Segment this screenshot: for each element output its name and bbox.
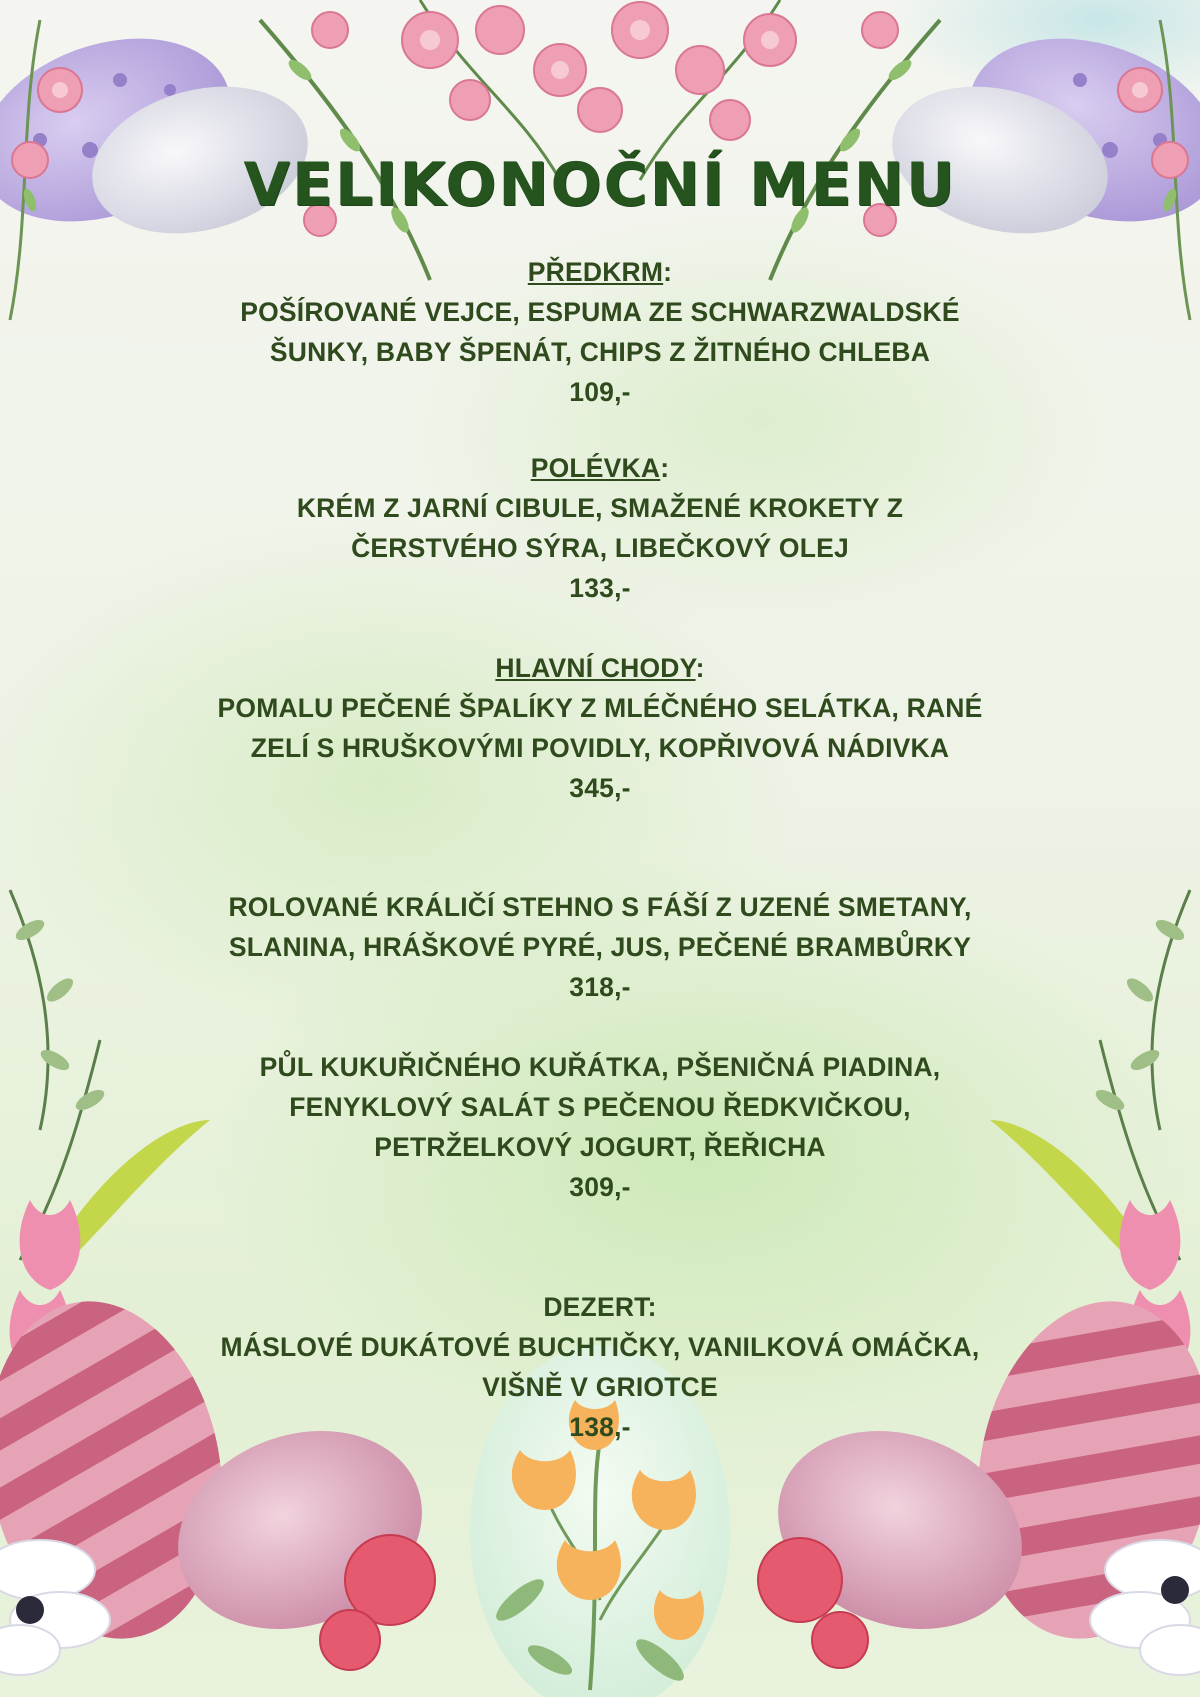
section-dezert [120,1287,1080,1447]
dish-line: KRÉM Z JARNÍ CIBULE, SMAŽENÉ KROKETY Z [296,493,904,523]
section-heading: PŘEDKRM: [527,257,673,287]
page-title: VELIKONOČNÍ MENU [243,150,957,220]
dish-line: POŠÍROVANÉ VEJCE, ESPUMA ZE SCHWARZWALDSKÉ [240,297,960,327]
section-heading: HLAVNÍ CHODY: [495,653,705,683]
section-heading: DEZERT: [543,1292,657,1322]
dish-line: ŠUNKY, BABY ŠPENÁT, CHIPS Z ŽITNÉHO CHLEBA [269,337,931,367]
section-hlavni-chody [120,648,1080,808]
dish-line: ROLOVANÉ KRÁLIČÍ STEHNO S FÁŠÍ Z UZENÉ SMETANY, [228,892,972,922]
dish-line: POMALU PEČENÉ ŠPALÍKY Z MLÉČNÉHO SELÁTKA, RANÉ [217,693,983,723]
dish-price: 345,- [569,773,631,803]
dish-kuratko [120,1047,1080,1207]
dish-price: 318,- [569,972,631,1002]
dish-line: ČERSTVÉHO SÝRA, LIBEČKOVÝ OLEJ [351,533,849,563]
dish-line: MÁSLOVÉ DUKÁTOVÉ BUCHTIČKY, VANILKOVÁ OMÁČKA, [220,1332,980,1362]
section-polevka [120,448,1080,608]
dish-line: ZELÍ S HRUŠKOVÝMI POVIDLY, KOPŘIVOVÁ NÁDIVKA [250,733,950,763]
section-heading: POLÉVKA: [530,453,670,483]
dish-price: 109,- [569,377,631,407]
dish-price: 309,- [569,1172,631,1202]
dish-price: 133,- [569,573,631,603]
dish-price: 138,- [569,1412,631,1442]
dish-line: PETRŽELKOVÝ JOGURT, ŘEŘICHA [374,1132,826,1162]
dish-line: FENYKLOVÝ SALÁT S PEČENOU ŘEDKVIČKOU, [289,1092,911,1122]
dish-line: SLANINA, HRÁŠKOVÉ PYRÉ, JUS, PEČENÉ BRAMBŮRKY [228,932,972,962]
dish-line: VIŠNĚ V GRIOTCE [482,1372,718,1402]
dish-rolovane [120,887,1080,1007]
dish-line: PŮL KUKUŘIČNÉHO KUŘÁTKA, PŠENIČNÁ PIADINA, [259,1052,941,1082]
section-predkrm [120,252,1080,412]
